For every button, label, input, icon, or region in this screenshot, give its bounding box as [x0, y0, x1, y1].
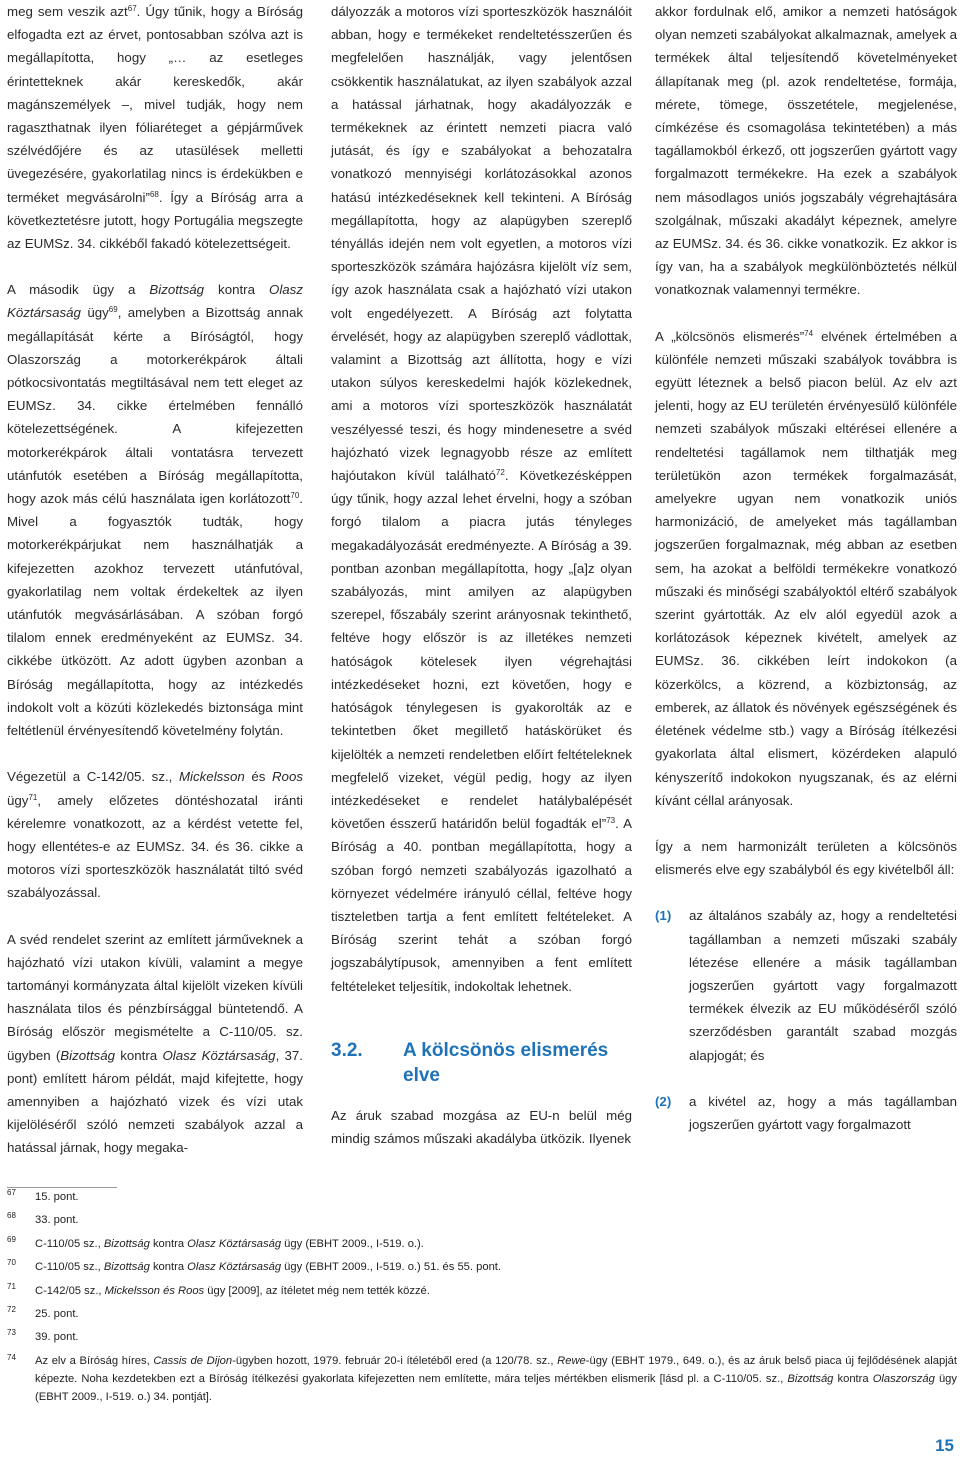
section-heading	[331, 1038, 632, 1088]
paragraph: A svéd rendelet szerint az említett járműveknek a hajózható vízi utakon kívüli, valamint a megye tartományi kormányzata által kijelölt vizeken kívüli használata tilos és pénzbírsággal büntetendő. A Bíróság először megismételte a C-110/05. sz. ügyben (Bizottság kontra Olasz Köztársaság, 37. pont) említett három példát, majd kifejtette, hogy amennyiben a hajózható vizek és vízi utak kijelöléséről szóló nemzeti szabályok azzal a hatással járnak, hogy megaka-	[7, 931, 303, 1156]
footnote-ref[interactable]: 72	[495, 468, 505, 478]
paragraph: meg sem veszik azt$^{67}$. Úgy tűnik, hogy a Bíróság elfogadta ezt az érvet, pontosabban szólva azt is megállapította, hogy „… az esetleges érintetteknek akár kereskedők, akár magánszemélyek –, mivel tudják, hogy nem ragaszthatnak ilyen fóliaréteget a gépjárművek szélvédőjére és az utasülések melletti üvegezésére, gyakorlatilag nincs is érdekükben e terméket megvásárolni”$^{68}$. Így a Bíróság arra a következtetésre jutott, hogy Portugália megszegte az EUMSz. 34. cikkéből fakadó kötelezettségeit.	[7, 4, 303, 252]
footnote-ref[interactable]: 68	[149, 189, 159, 199]
text-column-middle	[331, 0, 632, 1150]
paragraph: Az áruk szabad mozgása az EU-n belül még mindig számos műszaki akadályba ütközik. Ilyenek	[331, 1107, 632, 1146]
section-title: A kölcsönös elismerés elve	[403, 1039, 609, 1086]
footnote: 69 C-110/05 sz., Bizottság kontra Olasz Köztársaság ügy (EBHT 2009., I-519. o.).	[7, 1234, 424, 1250]
footnotes	[7, 1186, 957, 1406]
footnote-ref[interactable]: 69	[108, 305, 118, 315]
list-item	[655, 1090, 957, 1136]
paragraph: Így a nem harmonizált területen a kölcsönös elismerés elve egy szabályból és egy kivételből áll:	[655, 838, 957, 878]
footnote: 72 25. pont.	[7, 1305, 79, 1321]
footnote: 74 Az elv a Bíróság híres, Cassis de Dijon-ügyben hozott, 1979. február 20-i ítéletéből ered (a 120/78. sz., Rewe-ügy (EBHT 1979., 649. o.), és az áruk belső piaca új fejlődésének alapját képezte. Noha kezdetekben ezt a Bíróság ítélkezési gyakorlata kifejezetten nem említette, mára teljes mértékben elismerik [lásd pl. a C-110/05. sz., Bizottság kontra Olaszország ügy (EBHT 2009., I-519. o.) 34. pontját].	[7, 1352, 957, 1403]
footnote-ref[interactable]: 67	[127, 4, 137, 13]
footnote: 70 C-110/05 sz., Bizottság kontra Olasz Köztársaság ügy (EBHT 2009., I-519. o.) 51. és 55. pont.	[7, 1258, 502, 1274]
list-number: (1)	[655, 908, 672, 924]
list-item	[655, 904, 957, 1066]
footnote: 67 15. pont.	[7, 1188, 79, 1203]
section-number: 3.2.	[331, 1039, 363, 1061]
paragraph: akkor fordulnak elő, amikor a nemzeti hatóságok olyan nemzeti szabályokat alkalmaznak, amelyek a termékek által teljesítendő követelményeket állapítanak meg (pl. azok rendeltetése, formája, mérete, tömege, összetétele, megjelenése, címkézése és csomagolása tekintetében) a más tagállamokból érkező, ott jogszerűen gyártott vagy forgalmazott termékekre. Ha ezek a szabályok nem másodlagos uniós jogszabály végrehajtására szolgálnak, műszaki akadályt képeznek, amelyre az EUMSz. 34. és 36. cikke vonatkozik. Ez akkor is így van, ha a szabályok megkülönböztetés nélkül vonatkoznak valamennyi termékre.	[655, 4, 957, 298]
paragraph: Végezetül a C-142/05. sz., Mickelsson és Roos ügy$^{71}$, amely előzetes döntéshozatal iránti kérelemre vonatkozott, az a kérdést vetette fel, hogy ellentétes-e az EUMSz. 34. és 36. cikke a motoros vízi sporteszközök használatát tiltó svéd szabályozással.	[7, 769, 303, 901]
paragraph: A második ügy a Bizottság kontra Olasz Köztársaság ügy$^{69}$, amelyben a Bizottság annak megállapítását kérte a Bíróságtól, hogy Olaszország a motorkerékpárok általi pótkocsivontatás megtiltásával nem tett eleget az EUMSz. 34. cikke értelmében fennálló kötelezettségének. A kifejezetten motorkerékpárok általi vontatásra tervezett utánfutók esetében a Bíróság megállapította, hogy azok más célú használata igen korlátozott$^{70}$. Mivel a fogyasztók tudták, hogy motorkerékpárjukat nem használhatják a kifejezetten azokhoz tervezett utánfutóval, gyakorlatilag nem voltak érdekeltek az ilyen utánfutók megvásárlásában. A szóban forgó tilalom ennek eredményeként az EUMSz. 34. cikkébe ütközött. Az adott ügyben azonban a Bíróság megállapította, hogy az intézkedés indokolt volt a közúti közlekedés biztonsága mint feltétlenül érvényesítendő követelmény folytán.	[7, 282, 303, 739]
footnote-ref[interactable]: 71	[28, 792, 38, 802]
text-column-right	[655, 0, 957, 1136]
list-text: a kivétel az, hogy a más tagállamban jogszerűen gyártott vagy forgalmazott	[689, 1093, 957, 1132]
paragraph: dályozzák a motoros vízi sporteszközök használóit abban, hogy e termékeket rendeltetésszerűen és megfelelően használják, vagy jelentősen csökkentik használatukat, az ilyen szabályok azzal a hatással járhatnak, hogy akadályozzák e termékeknek az érintett nemzeti piacra való jutását, és így e szabályokat a behozatalra vonatkozó mennyiségi korlátozásokkal azonos hatású intézkedéseknek kell tekinteni. A Bíróság megállapította, hogy az alapügyben szereplő tényállás idején nem volt egyetlen, a motoros vízi sporteszközök számára hajózásra kijelölt víz sem, így azok használata csak a hajózható vízi utakon volt engedélyezett. A Bíróság azt folytatta érvelését, hogy az alapügyben szereplő vádlottak, valamint a Bizottság azt állította, hogy e vízi utakon súlyos kereskedelmi hajók közlekednek, ami a motoros vízi sporteszközök használatát veszélyessé teszi, és hogy mindenesetre a svéd hajózható vizek legnagyobb része az említett hajóutakon kívül található$^{72}$. Következésképpen úgy tűnik, hogy azzal lehet érvelni, hogy a szóban forgó tilalom a piacra jutás tényleges megakadályozását eredményezte. A Bíróság a 39. pontban azonban megállapította, hogy „[a]z olyan szabályozás, mint amilyen az alapügyben szerepel, főszabály szerint arányosnak tekinthető, feltéve hogy először is az illetékes nemzeti hatóságok kötelesek ilyen végrehajtási intézkedéseket hozni, ezt követően, hogy e hatóságok ténylegesen is gyakorolták az e tekintetben őket megillető hatáskörüket és kijelölték a nemzeti rendeletben előírt feltételeknek megfelelő vizeket, végül pedig, hogy az ilyen intézkedéseket e rendelet hatálybalépését követően ésszerű határidőn belül fogadták el”$^{73}$. A Bíróság a 40. pontban megállapította, hogy a szóban forgó nemzeti szabályozás igazolható a környezet védelmére irányuló céllal, feltéve hogy tiszteletben tartja a fent említett feltételeket. A Bíróság szerint tehát a szóban forgó jogszabálytípusok, amennyiben a fent említett feltételeket teljesítik, indokoltak lehetnek.	[331, 4, 633, 994]
footnote-ref[interactable]: 74	[804, 328, 814, 338]
footnote: 68 33. pont.	[7, 1211, 79, 1227]
footnote: 71 C-142/05 sz., Mickelsson és Roos ügy [2009], az ítéletet még nem tették közzé.	[7, 1281, 430, 1297]
text-column-left	[7, 0, 303, 1160]
list-text: az általános szabály az, hogy a rendeltetési tagállamban a nemzeti műszaki szabály létezése ellenére a másik tagállamban jogszerűen gyártott vagy forgalmazott termékek élvezik az EU működéséről szóló szerződésben garantált szabad mozgás alapjogát; és	[689, 908, 957, 1063]
paragraph: A „kölcsönös elismerés”$^{74}$ elvének értelmében a különféle nemzeti műszaki szabályok továbbra is együtt léteznek a belső piacon belül. Az elv azt jelenti, hogy az EU területén érvényesülő különféle nemzeti szabályok műszaki eltérései ellenére a rendeltetési tagállamok nem tilthatják meg területükön azon termékek forgalmazását, amelyekre ugyan nem vonatkozik uniós harmonizáció, de amelyeket más tagállamban jogszerűen forgalmaznak, még abban az esetben sem, ha azokat a belföldi termékekre vonatkozó műszaki és minőségi szabályoktól eltérő szabályok szerint gyártották. Az elv alól egyedül azok a korlátozások képeznek kivételt, amelyek az EUMSz. 36. cikkében leírt indokokon (a közerkölcs, a közrend, a közbiztonság, az emberek, az állatok és növények egészségének és életének védelme stb.) vagy a Bíróság ítélkezési gyakorlata által elismert, közérdeken alapuló kényszerítő indokokon nyugszanak, és az elérni kívánt céllal arányosak.	[655, 328, 957, 808]
footnote-ref[interactable]: 73	[606, 816, 616, 826]
footnote-ref[interactable]: 70	[290, 491, 300, 501]
footnote: 73 39. pont.	[7, 1328, 79, 1344]
list-number: (2)	[655, 1093, 672, 1109]
page-number: 15	[935, 1436, 954, 1455]
